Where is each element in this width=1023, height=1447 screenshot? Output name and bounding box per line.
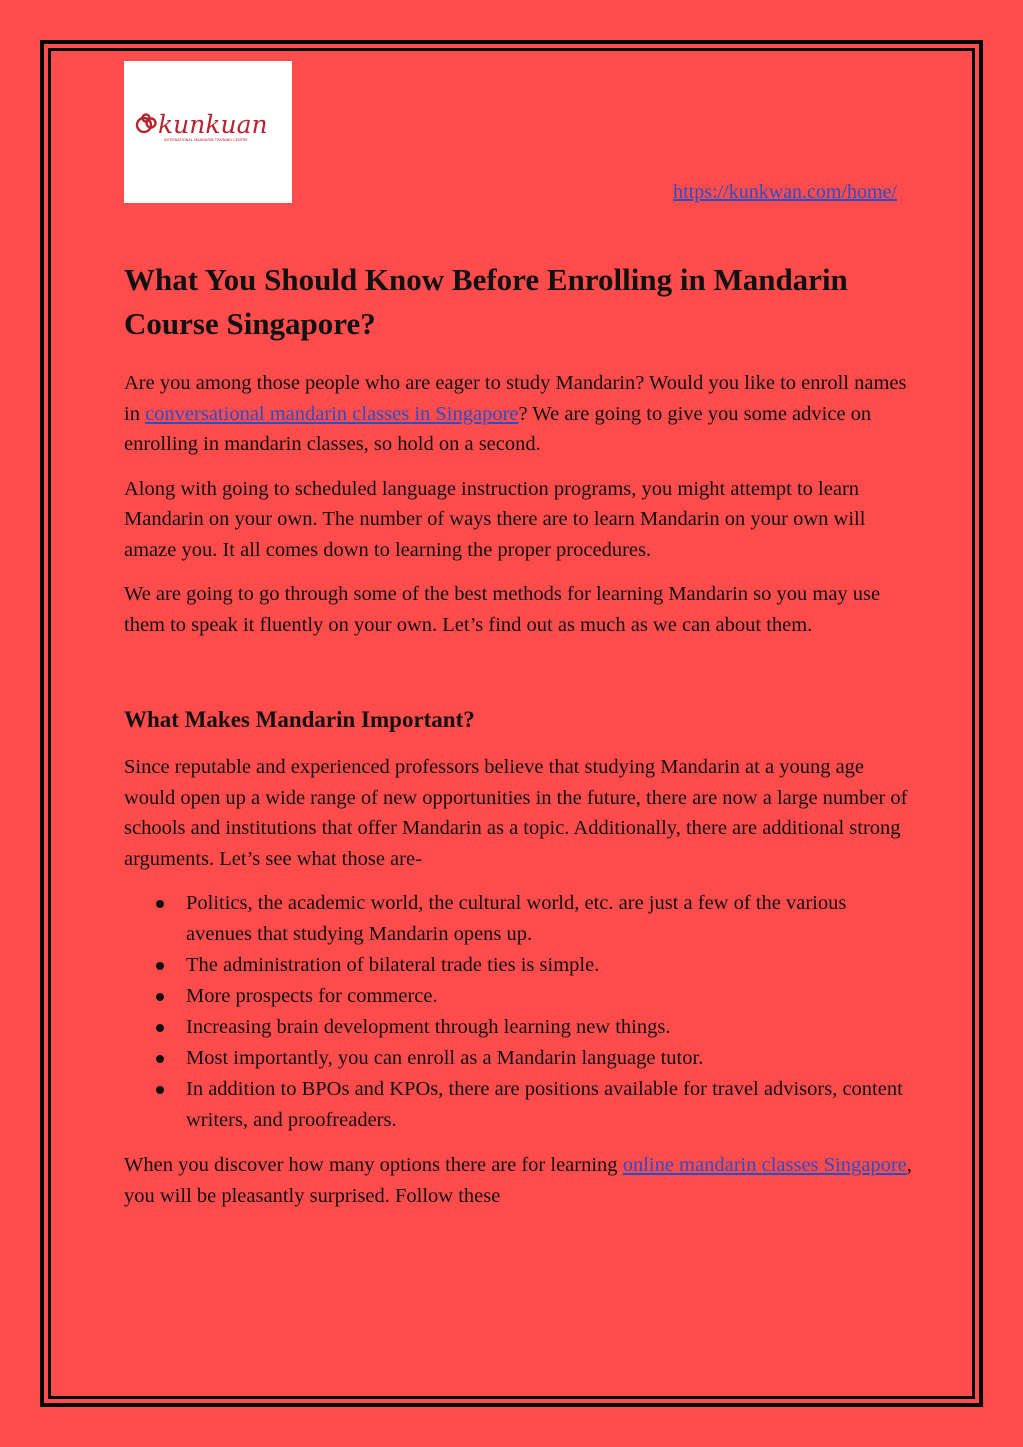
paragraph-self-study: Along with going to scheduled language instruction programs, you might attempt to learn Mandarin on your own. The number of ways there are to learn Mandarin on your own will amaze you. It all comes down to learning the proper procedures. [124,477,866,561]
logo-tagline: INTERNATIONAL MANDARIN TRAINING CENTRE [164,138,248,142]
list-item: Most importantly, you can enroll as a Mandarin language tutor. [186,1043,914,1074]
benefits-list [124,888,914,1136]
section-heading: What Makes Mandarin Important? [124,707,475,732]
article-title: What You Should Know Before Enrolling in Mandarin Course Singapore? [124,262,848,341]
closing-text-end: , you will be pleasantly surprised. Follow these [124,1154,912,1207]
list-item: Increasing brain development through learning new things. [186,1012,914,1043]
article-body [124,258,914,1225]
intro-paragraph [124,368,914,460]
list-item: In addition to BPOs and KPOs, there are positions available for travel advisors, content writers, and proofreaders. [186,1074,914,1136]
logo-brand-text: kunkuan [158,110,268,139]
conversational-classes-link[interactable]: conversational mandarin classes in Singapore [145,402,519,425]
logo-graphic [124,61,292,203]
list-item: More prospects for commerce. [186,981,914,1012]
intro-text-start: Are you among those people who are eager to study Mandarin? Would you like to enroll names in [124,372,907,425]
closing-text-start: When you discover how many options there are for learning [124,1154,623,1176]
kunkwan-logo [124,61,292,203]
closing-paragraph [124,1150,914,1211]
paragraph-methods: We are going to go through some of the best methods for learning Mandarin so you may use them to speak it fluently on your own. Let’s find out as much as we can about them. [124,583,881,636]
intro-text-end: ? We are going to give you some advice on enrolling in mandarin classes, so hold on a second. [124,402,872,455]
list-item: The administration of bilateral trade ties is simple. [186,950,914,981]
list-item: Politics, the academic world, the cultural world, etc. are just a few of the various avenues that studying Mandarin opens up. [186,888,914,950]
site-url-link[interactable]: https://kunkwan.com/home/ [673,181,897,203]
section-paragraph: Since reputable and experienced professors believe that studying Mandarin at a young age would open up a wide range of new opportunities in the future, there are now a large number of schools and institutions that offer Mandarin as a topic. Additionally, there are additional strong arguments. Let’s see what those are- [124,756,908,870]
online-classes-link[interactable]: online mandarin classes Singapore [622,1154,907,1176]
